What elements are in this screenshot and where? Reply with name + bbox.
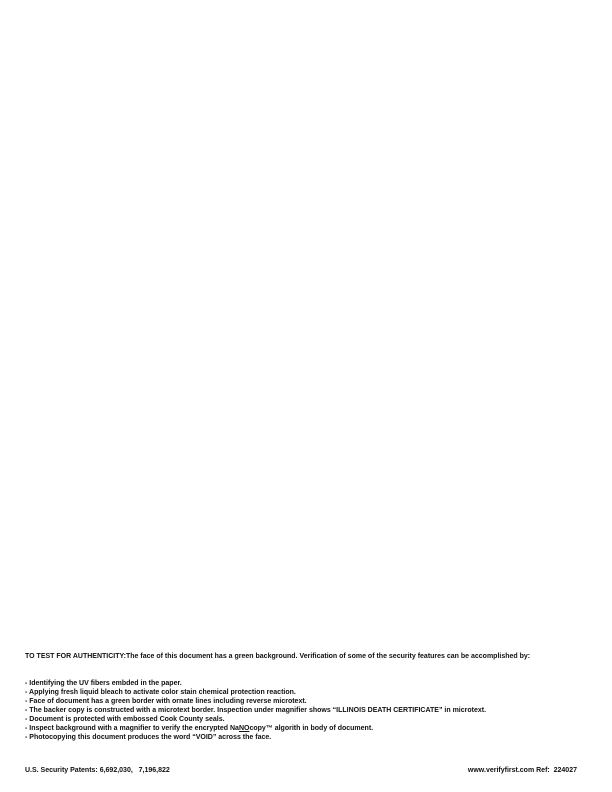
security-feature-line (25, 697, 577, 706)
line-text: - Identifying the UV fibers embded in the paper. (25, 680, 182, 687)
security-feature-line (25, 715, 577, 724)
reference-text: www.verifyfirst.com Ref: 224027 (467, 767, 577, 774)
footer (25, 766, 577, 775)
line-text: - Photocopying this document produces the word “VOID” across the face. (25, 734, 272, 741)
underlined-term: NO (238, 725, 250, 732)
line-text: - Face of document has a green border with ornate lines including reverse microtext. (25, 698, 307, 705)
security-feature-line (25, 724, 577, 733)
line-text: - Applying fresh liquid bleach to activate color stain chemical protection reaction. (25, 689, 296, 696)
security-feature-line (25, 706, 577, 715)
security-feature-line (25, 733, 577, 742)
security-feature-line (25, 679, 577, 688)
line-text: - The backer copy is constructed with a microtext border. Inspection under magnifier shows “ILLINOIS DEATH CERTIFICATE” in microtext. (25, 707, 487, 714)
security-features-list (25, 679, 577, 742)
line-text: copy™ algorith in body of document. (249, 725, 374, 732)
authenticity-heading-line: TO TEST FOR AUTHENTICITY:The face of this document has a green background. Verification of some of the security features can be accomplished by: (25, 653, 531, 660)
security-feature-line (25, 688, 577, 697)
line-text: - Inspect background with a magnifier to verify the encrypted Na (25, 725, 239, 732)
line-text: - Document is protected with embossed Cook County seals. (25, 716, 225, 723)
patents-text: U.S. Security Patents: 6,692,030, 7,196,822 (25, 767, 170, 774)
authenticity-notice (25, 634, 577, 792)
